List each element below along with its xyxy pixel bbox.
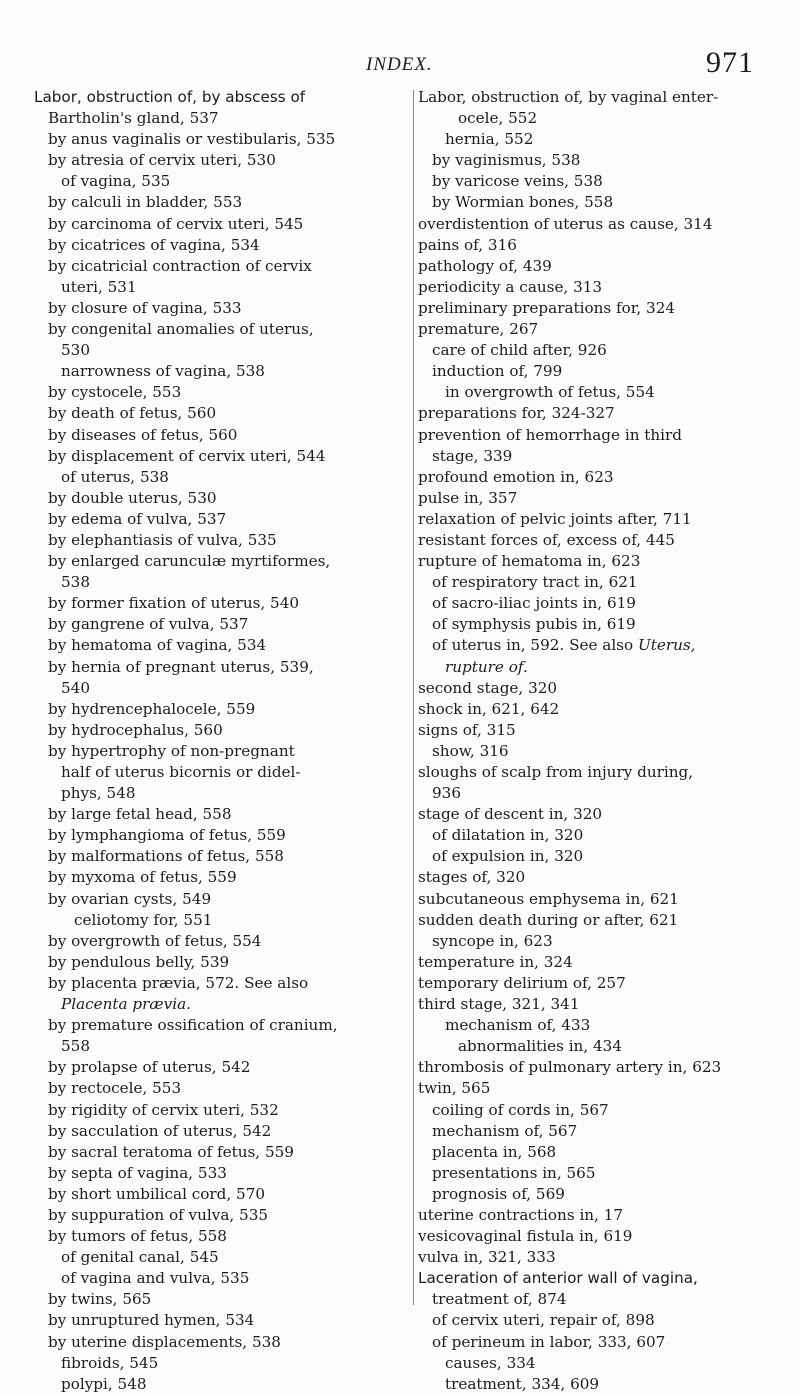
index-entry-text: by double uterus, 530	[48, 488, 217, 507]
index-entry-line	[418, 994, 780, 1015]
index-entry-text: stages of, 320	[418, 868, 526, 887]
index-entry-line	[34, 551, 410, 572]
index-entry-text: mechanism of, 433	[445, 1016, 591, 1035]
index-entry-line	[418, 382, 780, 403]
index-entry-text: by congenital anomalies of uterus,	[48, 320, 314, 339]
index-entry-line	[34, 973, 410, 994]
index-entry-line	[418, 1100, 780, 1121]
index-entry-text: 530	[61, 341, 90, 360]
index-entry-line	[34, 699, 410, 720]
index-entry-text: of dilatation in, 320	[432, 826, 584, 845]
index-entry-line	[34, 657, 410, 678]
index-heading-text: Laceration of anterior wall of vagina,	[418, 1269, 698, 1288]
index-entry-line	[418, 1015, 780, 1036]
index-entry-line	[34, 994, 410, 1015]
index-entry-line	[34, 87, 410, 108]
index-entry-text: of genital canal, 545	[61, 1248, 219, 1267]
index-entry-line	[418, 783, 780, 804]
index-entry-line	[418, 403, 780, 424]
index-entry-text: Placenta prævia.	[61, 995, 191, 1014]
index-entry-line	[418, 509, 780, 530]
index-entry-text: by death of fetus, 560	[48, 404, 217, 423]
index-entry-line	[34, 1268, 410, 1289]
index-entry-text: presentations in, 565	[432, 1163, 596, 1182]
index-entry-line	[34, 572, 410, 593]
index-entry-line	[418, 530, 780, 551]
index-entry-text: by sacral teratoma of fetus, 559	[48, 1142, 294, 1161]
index-entry-text: by cicatrices of vagina, 534	[48, 235, 260, 254]
index-entry-line	[418, 931, 780, 952]
index-entry-line	[34, 910, 410, 931]
index-entry-line	[418, 762, 780, 783]
index-entry-line	[34, 298, 410, 319]
index-entry-text: by twins, 565	[48, 1290, 152, 1309]
index-entry-text: induction of, 799	[432, 362, 563, 381]
index-entry-text: 936	[432, 784, 461, 803]
index-entry-line	[418, 319, 780, 340]
index-entry-line	[418, 1142, 780, 1163]
index-entry-text: by pendulous belly, 539	[48, 952, 230, 971]
index-entry-line	[418, 952, 780, 973]
index-entry-text: show, 316	[432, 741, 509, 760]
index-entry-text: rupture of hematoma in, 623	[418, 552, 641, 571]
index-entry-line	[34, 804, 410, 825]
index-entry-text: polypi, 548	[61, 1374, 147, 1393]
index-entry-text: vesicovaginal fistula in, 619	[418, 1227, 633, 1246]
index-entry-text: fibroids, 545	[61, 1353, 159, 1372]
index-entry-line	[34, 1100, 410, 1121]
index-entry-text: of sacro-iliac joints in, 619	[432, 594, 636, 613]
index-entry-text: by large fetal head, 558	[48, 805, 232, 824]
index-entry-line	[34, 277, 410, 298]
index-entry-line	[418, 361, 780, 382]
index-entry-text: by ovarian cysts, 549	[48, 889, 212, 908]
index-entry-line	[418, 1268, 780, 1289]
index-entry-line	[418, 973, 780, 994]
index-entry-text: by malformations of fetus, 558	[48, 847, 284, 866]
index-entry-text: by varicose veins, 538	[432, 172, 603, 191]
index-entry-line	[34, 403, 410, 424]
index-entry-text: by Wormian bones, 558	[432, 193, 614, 212]
index-entry-text: by lymphangioma of fetus, 559	[48, 826, 286, 845]
index-entry-line	[418, 741, 780, 762]
index-entry-line	[418, 256, 780, 277]
index-entry-text: treatment, 334, 609	[445, 1374, 600, 1393]
index-entry-line	[34, 1205, 410, 1226]
index-entry-line	[34, 593, 410, 614]
index-entry-line	[418, 1247, 780, 1268]
index-entry-text: relaxation of pelvic joints after, 711	[418, 509, 692, 528]
index-entry-line	[418, 1121, 780, 1142]
index-entry-line	[34, 762, 410, 783]
index-entry-line	[34, 783, 410, 804]
index-entry-text: by uterine displacements, 538	[48, 1332, 281, 1351]
index-entry-line	[418, 1036, 780, 1057]
index-entry-line	[34, 1374, 410, 1395]
index-entry-text: by enlarged carunculæ myrtiformes,	[48, 552, 331, 571]
index-entry-text: phys, 548	[61, 784, 136, 803]
index-entry-line	[34, 1057, 410, 1078]
index-entry-line	[418, 446, 780, 467]
index-entry-text: rupture of.	[445, 657, 528, 676]
index-entry-text: by elephantiasis of vulva, 535	[48, 530, 277, 549]
index-entry-line	[418, 635, 780, 656]
index-entry-text: of vagina and vulva, 535	[61, 1269, 250, 1288]
index-entry-text: by unruptured hymen, 534	[48, 1311, 255, 1330]
index-cross-reference: Uterus,	[637, 636, 696, 655]
index-entry-text: Bartholin's gland, 537	[48, 109, 219, 128]
index-entry-line	[418, 488, 780, 509]
index-entry-text: temporary delirium of, 257	[418, 973, 626, 992]
index-entry-line	[34, 340, 410, 361]
index-entry-text: of vagina, 535	[61, 172, 171, 191]
index-entry-text: premature, 267	[418, 320, 539, 339]
index-entry-text: by cystocele, 553	[48, 383, 182, 402]
index-entry-line	[34, 889, 410, 910]
index-entry-line	[418, 910, 780, 931]
index-entry-text: subcutaneous emphysema in, 621	[418, 889, 679, 908]
index-entry-text: by placenta prævia, 572. See also	[48, 973, 309, 992]
index-entry-text: of uterus in, 592. See also	[432, 636, 638, 655]
index-entry-text: by former fixation of uterus, 540	[48, 594, 300, 613]
index-entry-line	[34, 825, 410, 846]
index-entry-line	[418, 214, 780, 235]
index-entry-text: mechanism of, 567	[432, 1121, 578, 1140]
index-entry-text: 558	[61, 1037, 90, 1056]
index-entry-text: by edema of vulva, 537	[48, 509, 227, 528]
index-entry-text: uterine contractions in, 17	[418, 1205, 624, 1224]
index-entry-line	[34, 1163, 410, 1184]
index-entry-text: twin, 565	[418, 1079, 491, 1098]
index-entry-text: of respiratory tract in, 621	[432, 573, 638, 592]
index-entry-line	[34, 1226, 410, 1247]
index-entry-line	[418, 1332, 780, 1353]
index-entry-line	[418, 867, 780, 888]
index-entry-line	[418, 467, 780, 488]
index-entry-line	[418, 804, 780, 825]
index-entry-text: by suppuration of vulva, 535	[48, 1205, 269, 1224]
index-entry-text: second stage, 320	[418, 678, 558, 697]
index-entry-text: periodicity a cause, 313	[418, 277, 603, 296]
index-entry-text: placenta in, 568	[432, 1142, 557, 1161]
index-entry-line	[34, 446, 410, 467]
index-entry-line	[34, 635, 410, 656]
index-entry-line	[418, 192, 780, 213]
index-entry-line	[34, 614, 410, 635]
index-entry-line	[34, 1015, 410, 1036]
index-entry-line	[34, 129, 410, 150]
index-entry-line	[418, 657, 780, 678]
index-entry-text: stage of descent in, 320	[418, 805, 603, 824]
index-entry-line	[34, 741, 410, 762]
index-entry-line	[418, 846, 780, 867]
index-entry-text: by vaginismus, 538	[432, 151, 581, 170]
index-entry-text: by tumors of fetus, 558	[48, 1227, 227, 1246]
index-entry-text: in overgrowth of fetus, 554	[445, 383, 655, 402]
index-entry-line	[418, 277, 780, 298]
index-entry-text: by anus vaginalis or vestibularis, 535	[48, 130, 336, 149]
index-entry-text: by short umbilical cord, 570	[48, 1184, 266, 1203]
index-entry-line	[34, 171, 410, 192]
index-entry-text: care of child after, 926	[432, 341, 607, 360]
index-entry-line	[418, 87, 780, 108]
index-entry-text: of uterus, 538	[61, 467, 169, 486]
index-entry-text: signs of, 315	[418, 720, 516, 739]
index-entry-line	[34, 1078, 410, 1099]
index-entry-text: by premature ossification of cranium,	[48, 1016, 338, 1035]
index-entry-text: of cervix uteri, repair of, 898	[432, 1311, 655, 1330]
index-entry-text: coiling of cords in, 567	[432, 1100, 609, 1119]
index-entry-line	[418, 720, 780, 741]
index-entry-line	[34, 425, 410, 446]
index-entry-line	[418, 889, 780, 910]
index-entry-line	[418, 551, 780, 572]
index-entry-line	[34, 952, 410, 973]
index-entry-line	[418, 593, 780, 614]
index-entry-line	[418, 235, 780, 256]
index-entry-line	[418, 1078, 780, 1099]
index-entry-text: by closure of vagina, 533	[48, 298, 242, 317]
index-entry-text: third stage, 321, 341	[418, 995, 580, 1014]
index-entry-text: by hernia of pregnant uterus, 539,	[48, 657, 314, 676]
index-entry-line	[418, 425, 780, 446]
index-entry-text: pains of, 316	[418, 235, 517, 254]
index-entry-text: by prolapse of uterus, 542	[48, 1058, 251, 1077]
index-entry-line	[418, 298, 780, 319]
index-entry-text: narrowness of vagina, 538	[61, 362, 265, 381]
index-entry-line	[418, 1289, 780, 1310]
index-entry-line	[418, 1057, 780, 1078]
index-entry-line	[34, 150, 410, 171]
index-entry-line	[34, 108, 410, 129]
index-entry-text: vulva in, 321, 333	[418, 1248, 556, 1267]
index-entry-line	[418, 1353, 780, 1374]
index-column-right	[418, 87, 780, 1395]
index-entry-text: sloughs of scalp from injury during,	[418, 763, 694, 781]
index-entry-line	[34, 530, 410, 551]
index-entry-text: by gangrene of vulva, 537	[48, 615, 249, 634]
index-entry-text: by displacement of cervix uteri, 544	[48, 446, 326, 465]
index-entry-text: profound emotion in, 623	[418, 467, 614, 486]
index-entry-text: preparations for, 324-327	[418, 404, 615, 423]
index-entry-line	[34, 214, 410, 235]
index-entry-line	[34, 319, 410, 340]
index-entry-line	[34, 1247, 410, 1268]
index-entry-text: by carcinoma of cervix uteri, 545	[48, 214, 304, 233]
index-entry-text: thrombosis of pulmonary artery in, 623	[418, 1058, 722, 1077]
index-entry-text: by hydrencephalocele, 559	[48, 699, 256, 718]
index-entry-line	[418, 1374, 780, 1395]
index-entry-text: by rectocele, 553	[48, 1079, 182, 1098]
index-entry-line	[34, 382, 410, 403]
index-entry-line	[34, 467, 410, 488]
index-entry-text: by overgrowth of fetus, 554	[48, 931, 262, 950]
index-entry-text: prognosis of, 569	[432, 1184, 565, 1203]
index-entry-text: by diseases of fetus, 560	[48, 425, 238, 444]
index-entry-text: stage, 339	[432, 446, 513, 465]
index-entry-text: overdistention of uterus as cause, 314	[418, 214, 713, 233]
index-entry-text: resistant forces of, excess of, 445	[418, 530, 675, 549]
index-entry-line	[34, 846, 410, 867]
index-entry-line	[34, 720, 410, 741]
index-entry-text: 538	[61, 573, 90, 592]
index-entry-text: prevention of hemorrhage in third	[418, 425, 683, 444]
index-entry-text: preliminary preparations for, 324	[418, 298, 676, 317]
index-entry-line	[34, 867, 410, 888]
index-entry-text: by sacculation of uterus, 542	[48, 1121, 272, 1140]
index-entry-line	[34, 1332, 410, 1353]
index-entry-text: pathology of, 439	[418, 256, 552, 275]
index-entry-line	[34, 678, 410, 699]
index-column-left	[34, 87, 410, 1395]
index-entry-text: by atresia of cervix uteri, 530	[48, 151, 276, 170]
index-entry-line	[34, 1036, 410, 1057]
index-entry-line	[418, 699, 780, 720]
index-entry-text: by cicatricial contraction of cervix	[48, 256, 312, 275]
index-heading-text: Labor, obstruction of, by abscess of	[34, 88, 306, 106]
index-entry-text: by hydrocephalus, 560	[48, 720, 223, 739]
index-entry-line	[34, 1310, 410, 1331]
index-entry-line	[418, 108, 780, 129]
index-entry-line	[418, 150, 780, 171]
index-entry-text: celiotomy for, 551	[74, 910, 213, 929]
index-entry-line	[34, 1184, 410, 1205]
index-entry-line	[34, 1142, 410, 1163]
index-entry-line	[418, 1205, 780, 1226]
index-entry-line	[34, 509, 410, 530]
index-entry-line	[418, 129, 780, 150]
index-entry-line	[34, 361, 410, 382]
index-entry-text: half of uterus bicornis or didel-	[61, 763, 301, 781]
index-entry-line	[418, 1184, 780, 1205]
index-entry-text: by rigidity of cervix uteri, 532	[48, 1100, 279, 1119]
index-entry-text: hernia, 552	[445, 130, 534, 149]
index-entry-text: sudden death during or after, 621	[418, 910, 679, 929]
index-entry-line	[34, 1289, 410, 1310]
index-entry-line	[418, 171, 780, 192]
index-entry-line	[418, 678, 780, 699]
index-entry-text: by hematoma of vagina, 534	[48, 636, 267, 655]
index-entry-text: treatment of, 874	[432, 1290, 567, 1309]
index-entry-text: by myxoma of fetus, 559	[48, 868, 237, 887]
index-entry-text: uteri, 531	[61, 277, 137, 296]
index-entry-line	[418, 614, 780, 635]
index-entry-text: Labor, obstruction of, by vaginal enter-	[418, 88, 719, 106]
index-entry-line	[34, 1121, 410, 1142]
index-entry-text: of perineum in labor, 333, 607	[432, 1332, 666, 1351]
index-entry-line	[418, 1163, 780, 1184]
page-number: 971	[706, 46, 754, 79]
index-entry-text: of expulsion in, 320	[432, 847, 584, 866]
index-entry-text: 540	[61, 678, 90, 697]
index-entry-text: syncope in, 623	[432, 931, 553, 950]
index-entry-text: temperature in, 324	[418, 952, 573, 971]
index-entry-text: abnormalities in, 434	[458, 1037, 622, 1056]
index-entry-text: by calculi in bladder, 553	[48, 193, 243, 212]
index-entry-text: causes, 334	[445, 1353, 536, 1372]
index-entry-line	[418, 1310, 780, 1331]
index-entry-line	[34, 931, 410, 952]
index-entry-line	[34, 192, 410, 213]
index-entry-line	[34, 235, 410, 256]
index-entry-line	[34, 1353, 410, 1374]
index-entry-line	[418, 1226, 780, 1247]
running-header-title: INDEX.	[366, 54, 433, 75]
index-entry-line	[34, 256, 410, 277]
index-entry-line	[418, 572, 780, 593]
index-entry-line	[34, 488, 410, 509]
index-entry-text: of symphysis pubis in, 619	[432, 615, 636, 634]
column-divider	[413, 90, 414, 1305]
index-entry-text: by septa of vagina, 533	[48, 1163, 227, 1182]
index-entry-text: ocele, 552	[458, 109, 538, 128]
index-entry-text: shock in, 621, 642	[418, 699, 560, 718]
index-entry-line	[418, 340, 780, 361]
index-entry-line	[418, 825, 780, 846]
index-entry-text: by hypertrophy of non-pregnant	[48, 741, 295, 760]
index-entry-text: pulse in, 357	[418, 488, 518, 507]
